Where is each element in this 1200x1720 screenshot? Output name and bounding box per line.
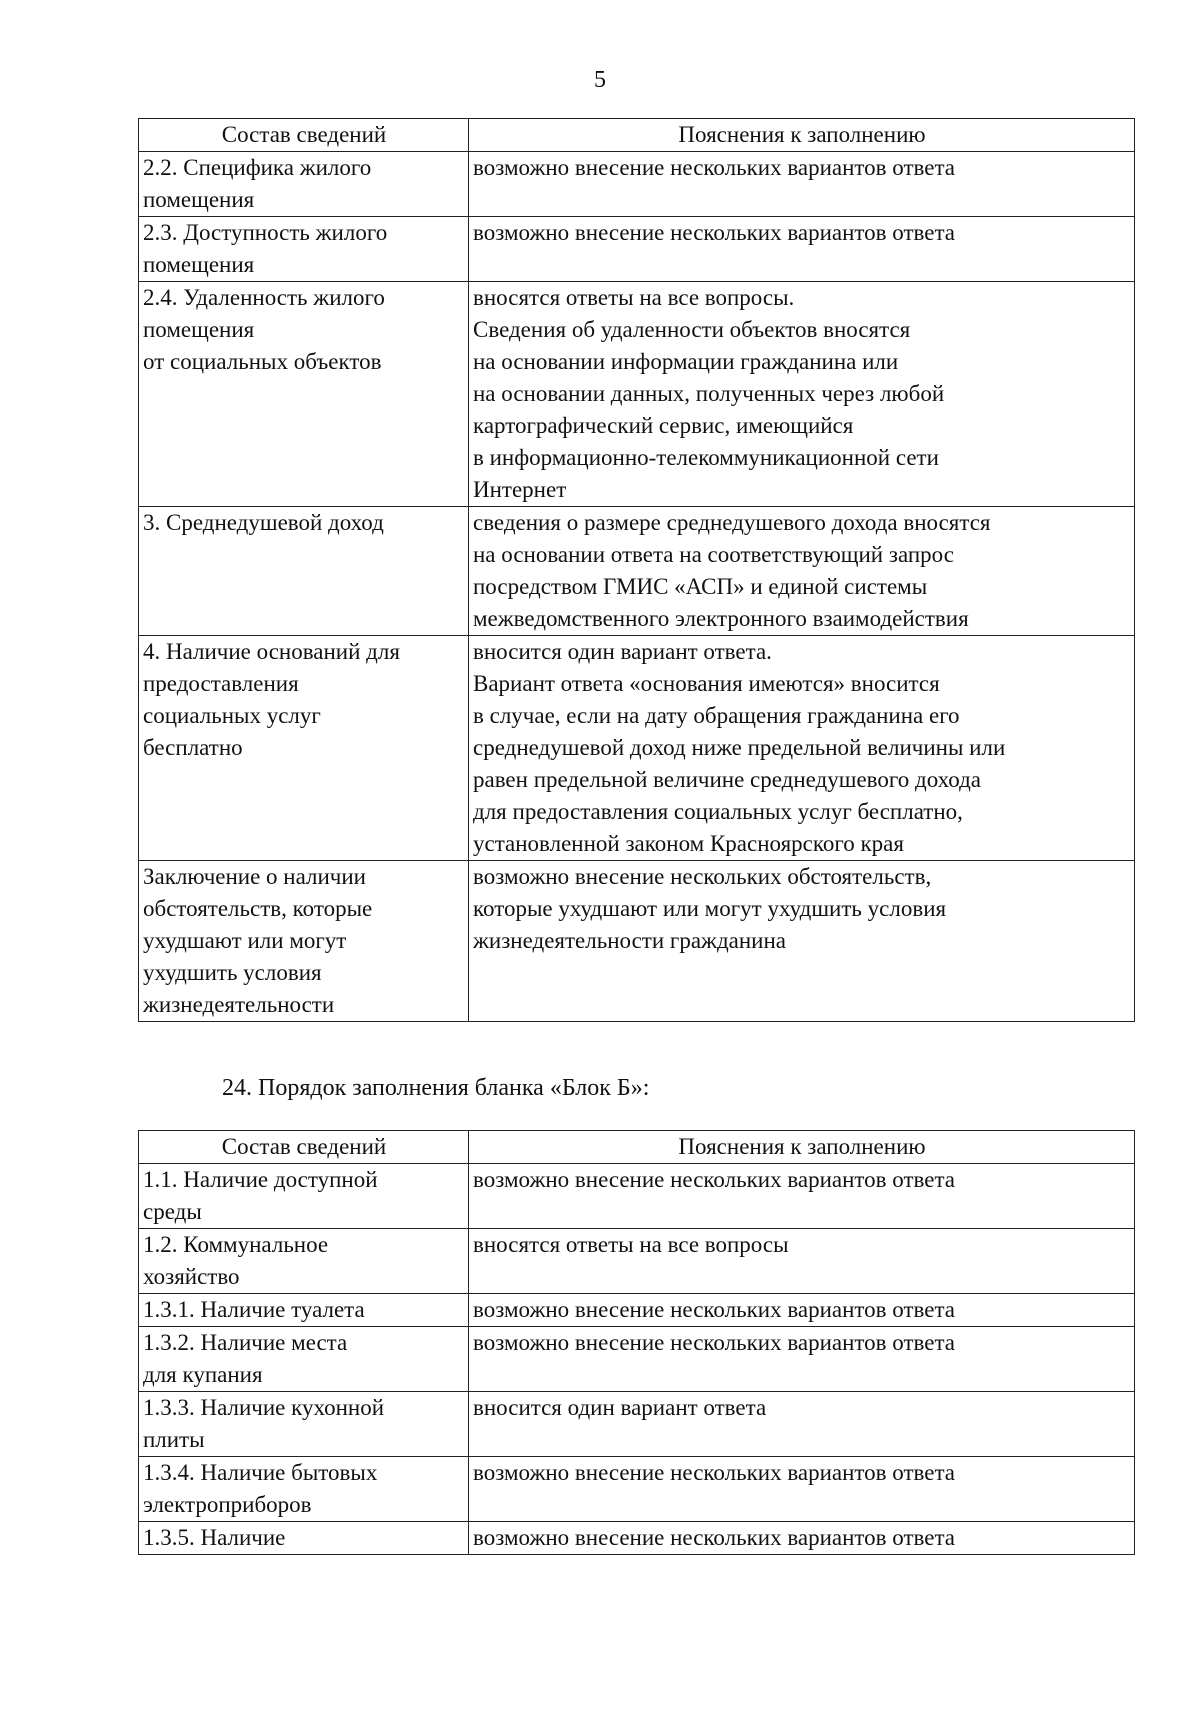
table-row <box>139 507 1135 636</box>
table-row <box>139 1522 1135 1555</box>
item-cell: 4. Наличие оснований для предоставления социальных услуг бесплатно <box>139 636 469 861</box>
item-cell: 2.3. Доступность жилого помещения <box>139 217 469 282</box>
table-row <box>139 1294 1135 1327</box>
table-row <box>139 1327 1135 1392</box>
table-row <box>139 1229 1135 1294</box>
section-heading: 24. Порядок заполнения бланка «Блок Б»: <box>222 1075 650 1101</box>
item-cell: 1.3.3. Наличие кухонной плиты <box>139 1392 469 1457</box>
column-header-explanations: Пояснения к заполнению <box>469 1131 1135 1164</box>
table-row <box>139 1457 1135 1522</box>
item-cell: 1.2. Коммунальное хозяйство <box>139 1229 469 1294</box>
item-cell: 2.4. Удаленность жилого помещения от социальных объектов <box>139 282 469 507</box>
item-cell: 2.2. Специфика жилого помещения <box>139 152 469 217</box>
table-row <box>139 1392 1135 1457</box>
table-header-row <box>139 119 1135 152</box>
explanation-cell: возможно внесение нескольких вариантов ответа <box>469 1522 1135 1555</box>
item-cell: 3. Среднедушевой доход <box>139 507 469 636</box>
column-header-composition: Состав сведений <box>139 1131 469 1164</box>
table-row <box>139 217 1135 282</box>
explanation-cell: вносится один вариант ответа <box>469 1392 1135 1457</box>
table-row <box>139 152 1135 217</box>
item-cell: 1.3.2. Наличие места для купания <box>139 1327 469 1392</box>
column-header-composition: Состав сведений <box>139 119 469 152</box>
table-row <box>139 861 1135 1022</box>
explanation-cell: возможно внесение нескольких вариантов ответа <box>469 152 1135 217</box>
explanation-cell: вносятся ответы на все вопросы <box>469 1229 1135 1294</box>
explanation-cell: возможно внесение нескольких вариантов ответа <box>469 1327 1135 1392</box>
page-number: 5 <box>594 67 606 93</box>
explanation-cell: вносятся ответы на все вопросы. Сведения об удаленности объектов вносятся на основании информации гражданина или на основании данных, полученных через любой картографический сервис, имеющийся в информационно-телекоммуникационной сети Интернет <box>469 282 1135 507</box>
explanation-cell: вносится один вариант ответа. Вариант ответа «основания имеются» вносится в случае, если на дату обращения гражданина его среднедушевой доход ниже предельной величины или равен предельной величине среднедушевого дохода для предоставления социальных услуг бесплатно, установленной законом Красноярского края <box>469 636 1135 861</box>
explanation-cell: возможно внесение нескольких вариантов ответа <box>469 217 1135 282</box>
item-cell: Заключение о наличии обстоятельств, которые ухудшают или могут ухудшить условия жизнедеятельности <box>139 861 469 1022</box>
table-header-row <box>139 1131 1135 1164</box>
table-row <box>139 636 1135 861</box>
explanation-cell: возможно внесение нескольких вариантов ответа <box>469 1294 1135 1327</box>
explanation-cell: возможно внесение нескольких вариантов ответа <box>469 1164 1135 1229</box>
explanation-cell: сведения о размере среднедушевого дохода вносятся на основании ответа на соответствующий запрос посредством ГМИС «АСП» и единой системы межведомственного электронного взаимодействия <box>469 507 1135 636</box>
column-header-explanations: Пояснения к заполнению <box>469 119 1135 152</box>
table-row <box>139 282 1135 507</box>
explanation-cell: возможно внесение нескольких вариантов ответа <box>469 1457 1135 1522</box>
item-cell: 1.3.5. Наличие <box>139 1522 469 1555</box>
table-block-b <box>138 1130 1135 1555</box>
explanation-cell: возможно внесение нескольких обстоятельств, которые ухудшают или могут ухудшить условия жизнедеятельности гражданина <box>469 861 1135 1022</box>
table-block-a <box>138 118 1135 1022</box>
item-cell: 1.3.1. Наличие туалета <box>139 1294 469 1327</box>
table-row <box>139 1164 1135 1229</box>
item-cell: 1.3.4. Наличие бытовых электроприборов <box>139 1457 469 1522</box>
item-cell: 1.1. Наличие доступной среды <box>139 1164 469 1229</box>
